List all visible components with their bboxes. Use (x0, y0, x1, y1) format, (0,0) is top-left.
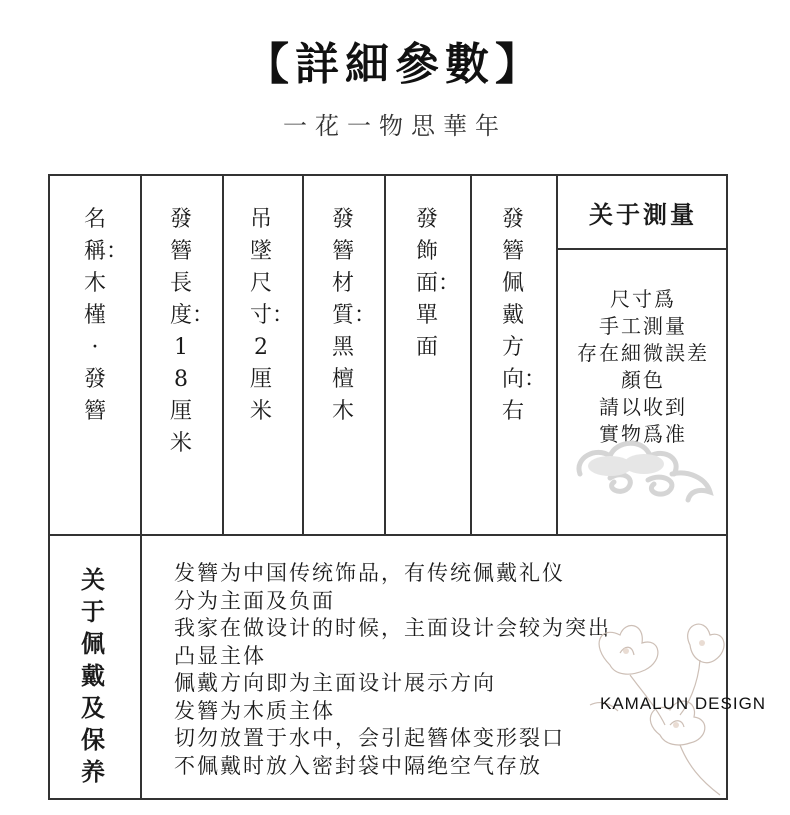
auspicious-cloud-icon (570, 430, 720, 506)
care-line: 发簪为中国传统饰品，有传统佩戴礼仪 (174, 561, 565, 585)
measure-line: 顏色 (621, 368, 665, 392)
divider (140, 534, 142, 800)
spec-material: 發簪材質：黑檀木 (332, 207, 377, 424)
spec-direction: 發簪佩戴方向：右 (502, 207, 547, 424)
page-title: 【詳細參數】 (245, 39, 545, 90)
measure-note (558, 286, 728, 448)
divider (50, 534, 728, 536)
measure-line: 存在細微誤差 (577, 341, 709, 365)
divider (222, 176, 224, 534)
care-line: 我家在做设计的时候，主面设计会较为突出 (174, 616, 611, 640)
divider (470, 176, 472, 534)
spec-length: 發簪長度：18厘米 (170, 207, 215, 456)
measure-line: 尺寸爲 (610, 287, 676, 311)
divider (140, 176, 142, 534)
measure-line: 實物爲准 (599, 422, 687, 446)
divider (384, 176, 386, 534)
measure-heading: 关于測量 (589, 199, 697, 229)
spec-name: 名稱：木槿·發簪 (84, 207, 129, 424)
care-line: 佩戴方向即为主面设计展示方向 (174, 671, 496, 695)
care-line: 切勿放置于水中，会引起簪体变形裂口 (174, 726, 565, 750)
spec-face: 發飾面：單面 (416, 207, 461, 360)
divider (556, 248, 728, 250)
care-line: 凸显主体 (174, 643, 266, 668)
care-heading: 关于佩戴及保养 (81, 565, 105, 786)
care-line: 发簪为木质主体 (174, 698, 335, 723)
divider (302, 176, 304, 534)
measure-line: 手工測量 (599, 314, 687, 338)
brand-watermark: KAMALUN DESIGN (600, 694, 767, 713)
measure-line: 請以收到 (599, 395, 687, 419)
care-line: 分为主面及负面 (174, 588, 335, 613)
page-subtitle: 一花一物思華年 (283, 112, 507, 140)
care-line: 不佩戴时放入密封袋中隔绝空气存放 (174, 753, 542, 778)
spec-pendant-size: 吊墜尺寸：2厘米 (250, 207, 295, 424)
